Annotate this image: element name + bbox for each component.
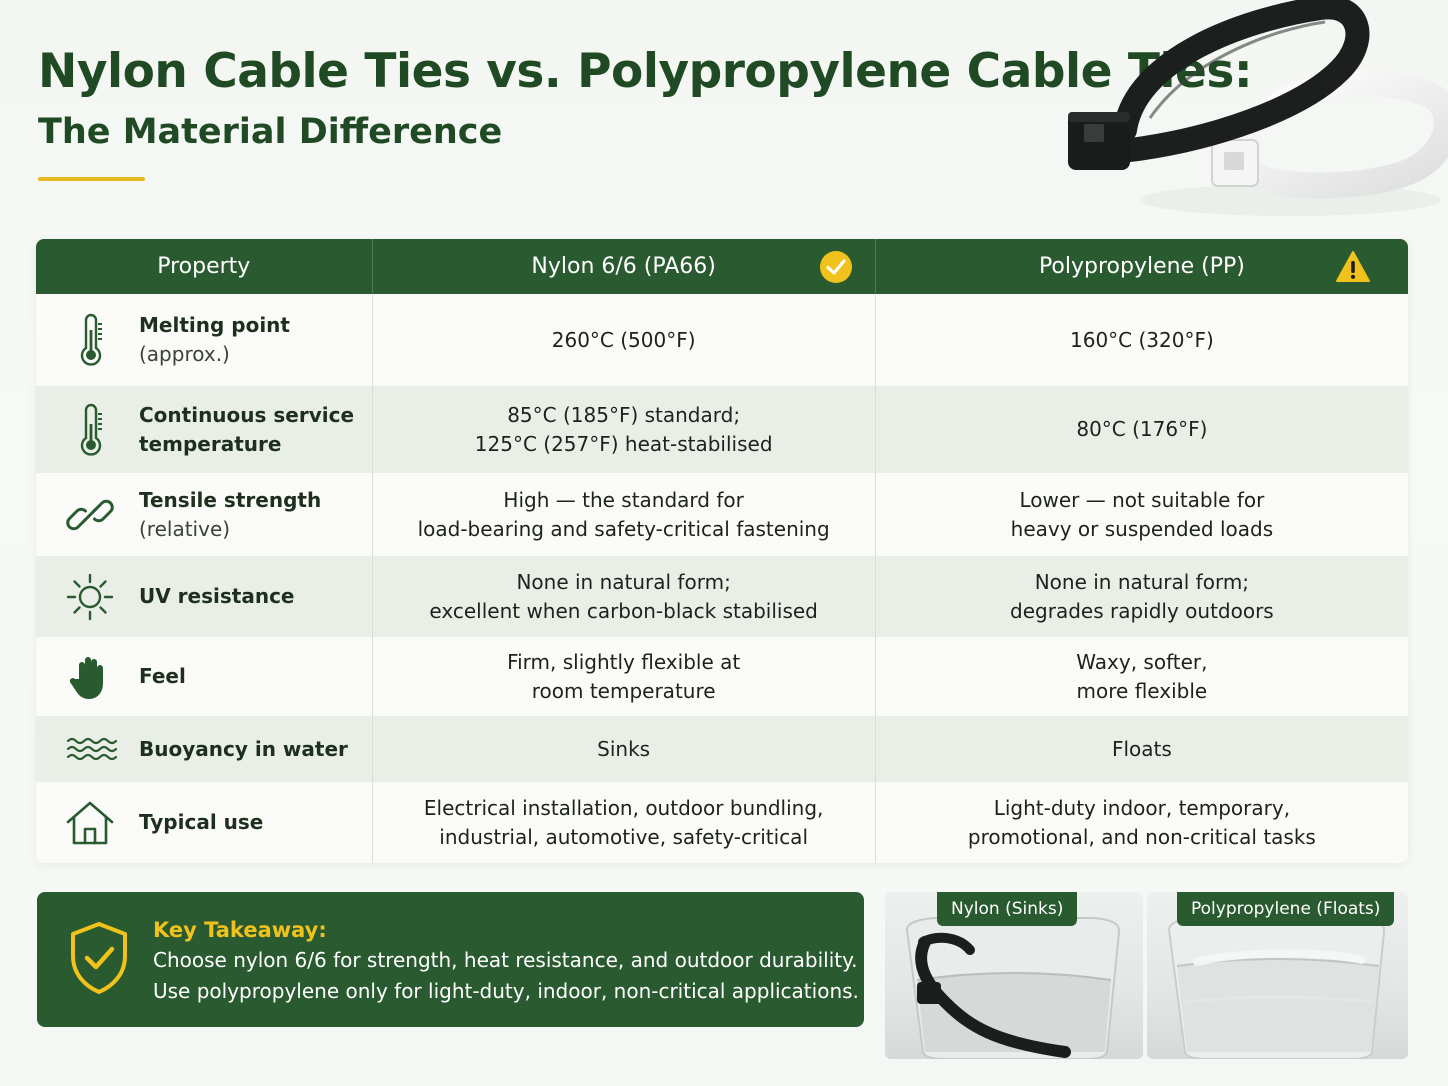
shield-check-icon	[67, 920, 131, 996]
polypropylene-value-line-1: None in natural form;	[1034, 569, 1250, 594]
table-row-uv-resistance	[36, 556, 1408, 637]
property-note: temperature	[139, 431, 282, 456]
property-name: Feel	[139, 664, 186, 688]
nylon-value-line-2: room temperature	[531, 678, 716, 703]
nylon-sinks-photo	[885, 892, 1143, 1059]
polypropylene-value-line-2: more flexible	[1076, 678, 1208, 703]
takeaway-line-1: Choose nylon 6/6 for strength, heat resistance, and outdoor durability.	[153, 948, 858, 972]
comparison-table	[36, 239, 1408, 863]
polypropylene-cell	[876, 386, 1408, 473]
property-name: Buoyancy in water	[139, 736, 348, 761]
sun-icon	[62, 569, 118, 625]
polypropylene-cell	[876, 294, 1408, 386]
polypropylene-value-line-2: heavy or suspended loads	[1010, 516, 1274, 541]
polypropylene-value: Floats	[1111, 736, 1172, 761]
thermometer-icon	[62, 312, 118, 368]
polypropylene-cell	[876, 473, 1408, 556]
table-row-tensile-strength	[36, 473, 1408, 556]
nylon-value-line-2: 125°C (257°F) heat-stabilised	[474, 431, 773, 456]
polypropylene-value: 80°C (176°F)	[1076, 417, 1208, 441]
header-nylon	[373, 239, 876, 294]
table-header	[36, 239, 1408, 294]
chain-link-icon	[62, 487, 118, 543]
nylon-cell	[373, 556, 876, 637]
table-row-service-temperature	[36, 386, 1408, 473]
cable-tie-image	[1040, 0, 1448, 230]
property-name: Tensile strength	[139, 487, 322, 512]
polypropylene-photo-label: Polypropylene (Floats)	[1177, 892, 1394, 926]
polypropylene-value-line-1: Lower — not suitable for	[1019, 487, 1265, 512]
polypropylene-value-line-2: promotional, and non-critical tasks	[967, 824, 1316, 849]
page-subtitle: The Material Difference	[38, 112, 503, 152]
property-name: Typical use	[139, 810, 264, 834]
nylon-value: 260°C (500°F)	[551, 327, 696, 352]
page-title: Nylon Cable Ties vs. Polypropylene Cable Ties:	[38, 44, 1253, 99]
property-cell	[36, 294, 373, 386]
key-takeaway-box	[37, 892, 864, 1027]
polypropylene-value-line-1: Light-duty indoor, temporary,	[993, 795, 1291, 820]
nylon-cell	[373, 473, 876, 556]
property-name: UV resistance	[139, 584, 295, 608]
nylon-value-line-2: industrial, automotive, safety-critical	[439, 824, 808, 849]
property-cell	[36, 637, 373, 716]
header-nylon-label: Nylon 6/6 (PA66)	[531, 254, 716, 279]
title-underline	[38, 177, 145, 181]
nylon-value-line-1: 85°C (185°F) standard;	[507, 402, 741, 427]
header-property	[36, 239, 373, 294]
check-circle-icon	[819, 250, 853, 284]
polypropylene-cell	[876, 637, 1408, 716]
nylon-value-line-2: excellent when carbon-black stabilised	[429, 598, 818, 623]
header-property-label: Property	[157, 254, 251, 279]
table-row-feel	[36, 637, 1408, 716]
property-cell	[36, 782, 373, 863]
property-cell	[36, 473, 373, 556]
property-note: (relative)	[139, 516, 231, 541]
table-row-typical-use	[36, 782, 1408, 863]
nylon-value-line-2: load-bearing and safety-critical fastening	[417, 516, 830, 541]
nylon-value-line-1: None in natural form;	[516, 569, 731, 594]
nylon-value-line-1: Firm, slightly flexible at	[507, 649, 741, 674]
thermometer-icon	[62, 402, 118, 458]
polypropylene-cell	[876, 556, 1408, 637]
house-icon	[62, 795, 118, 851]
polypropylene-floats-photo	[1147, 892, 1408, 1059]
table-row-melting-point	[36, 294, 1408, 386]
nylon-value: Sinks	[597, 736, 651, 761]
takeaway-heading: Key Takeaway:	[153, 918, 327, 942]
nylon-cell	[373, 716, 876, 782]
header-polypropylene	[876, 239, 1408, 294]
takeaway-line-2: Use polypropylene only for light-duty, indoor, non-critical applications.	[153, 979, 859, 1003]
property-cell	[36, 716, 373, 782]
polypropylene-value: 160°C (320°F)	[1070, 327, 1214, 352]
property-cell	[36, 556, 373, 637]
polypropylene-cell	[876, 782, 1408, 863]
property-name: Melting point	[139, 313, 290, 337]
polypropylene-value-line-1: Waxy, softer,	[1076, 649, 1208, 674]
nylon-value-line-1: High — the standard for	[503, 487, 744, 512]
water-waves-icon	[62, 721, 118, 777]
warning-triangle-icon	[1336, 250, 1370, 284]
nylon-cell	[373, 386, 876, 473]
nylon-cell	[373, 294, 876, 386]
table-row-buoyancy	[36, 716, 1408, 782]
nylon-cell	[373, 637, 876, 716]
property-cell	[36, 386, 373, 473]
nylon-value-line-1: Electrical installation, outdoor bundling,	[423, 795, 824, 820]
hand-icon	[62, 649, 118, 705]
property-note: (approx.)	[139, 342, 230, 366]
header-polypropylene-label: Polypropylene (PP)	[1038, 254, 1245, 279]
nylon-cell	[373, 782, 876, 863]
nylon-photo-label: Nylon (Sinks)	[937, 892, 1077, 926]
polypropylene-value-line-2: degrades rapidly outdoors	[1010, 598, 1274, 623]
polypropylene-cell	[876, 716, 1408, 782]
property-name: Continuous service	[139, 402, 355, 427]
